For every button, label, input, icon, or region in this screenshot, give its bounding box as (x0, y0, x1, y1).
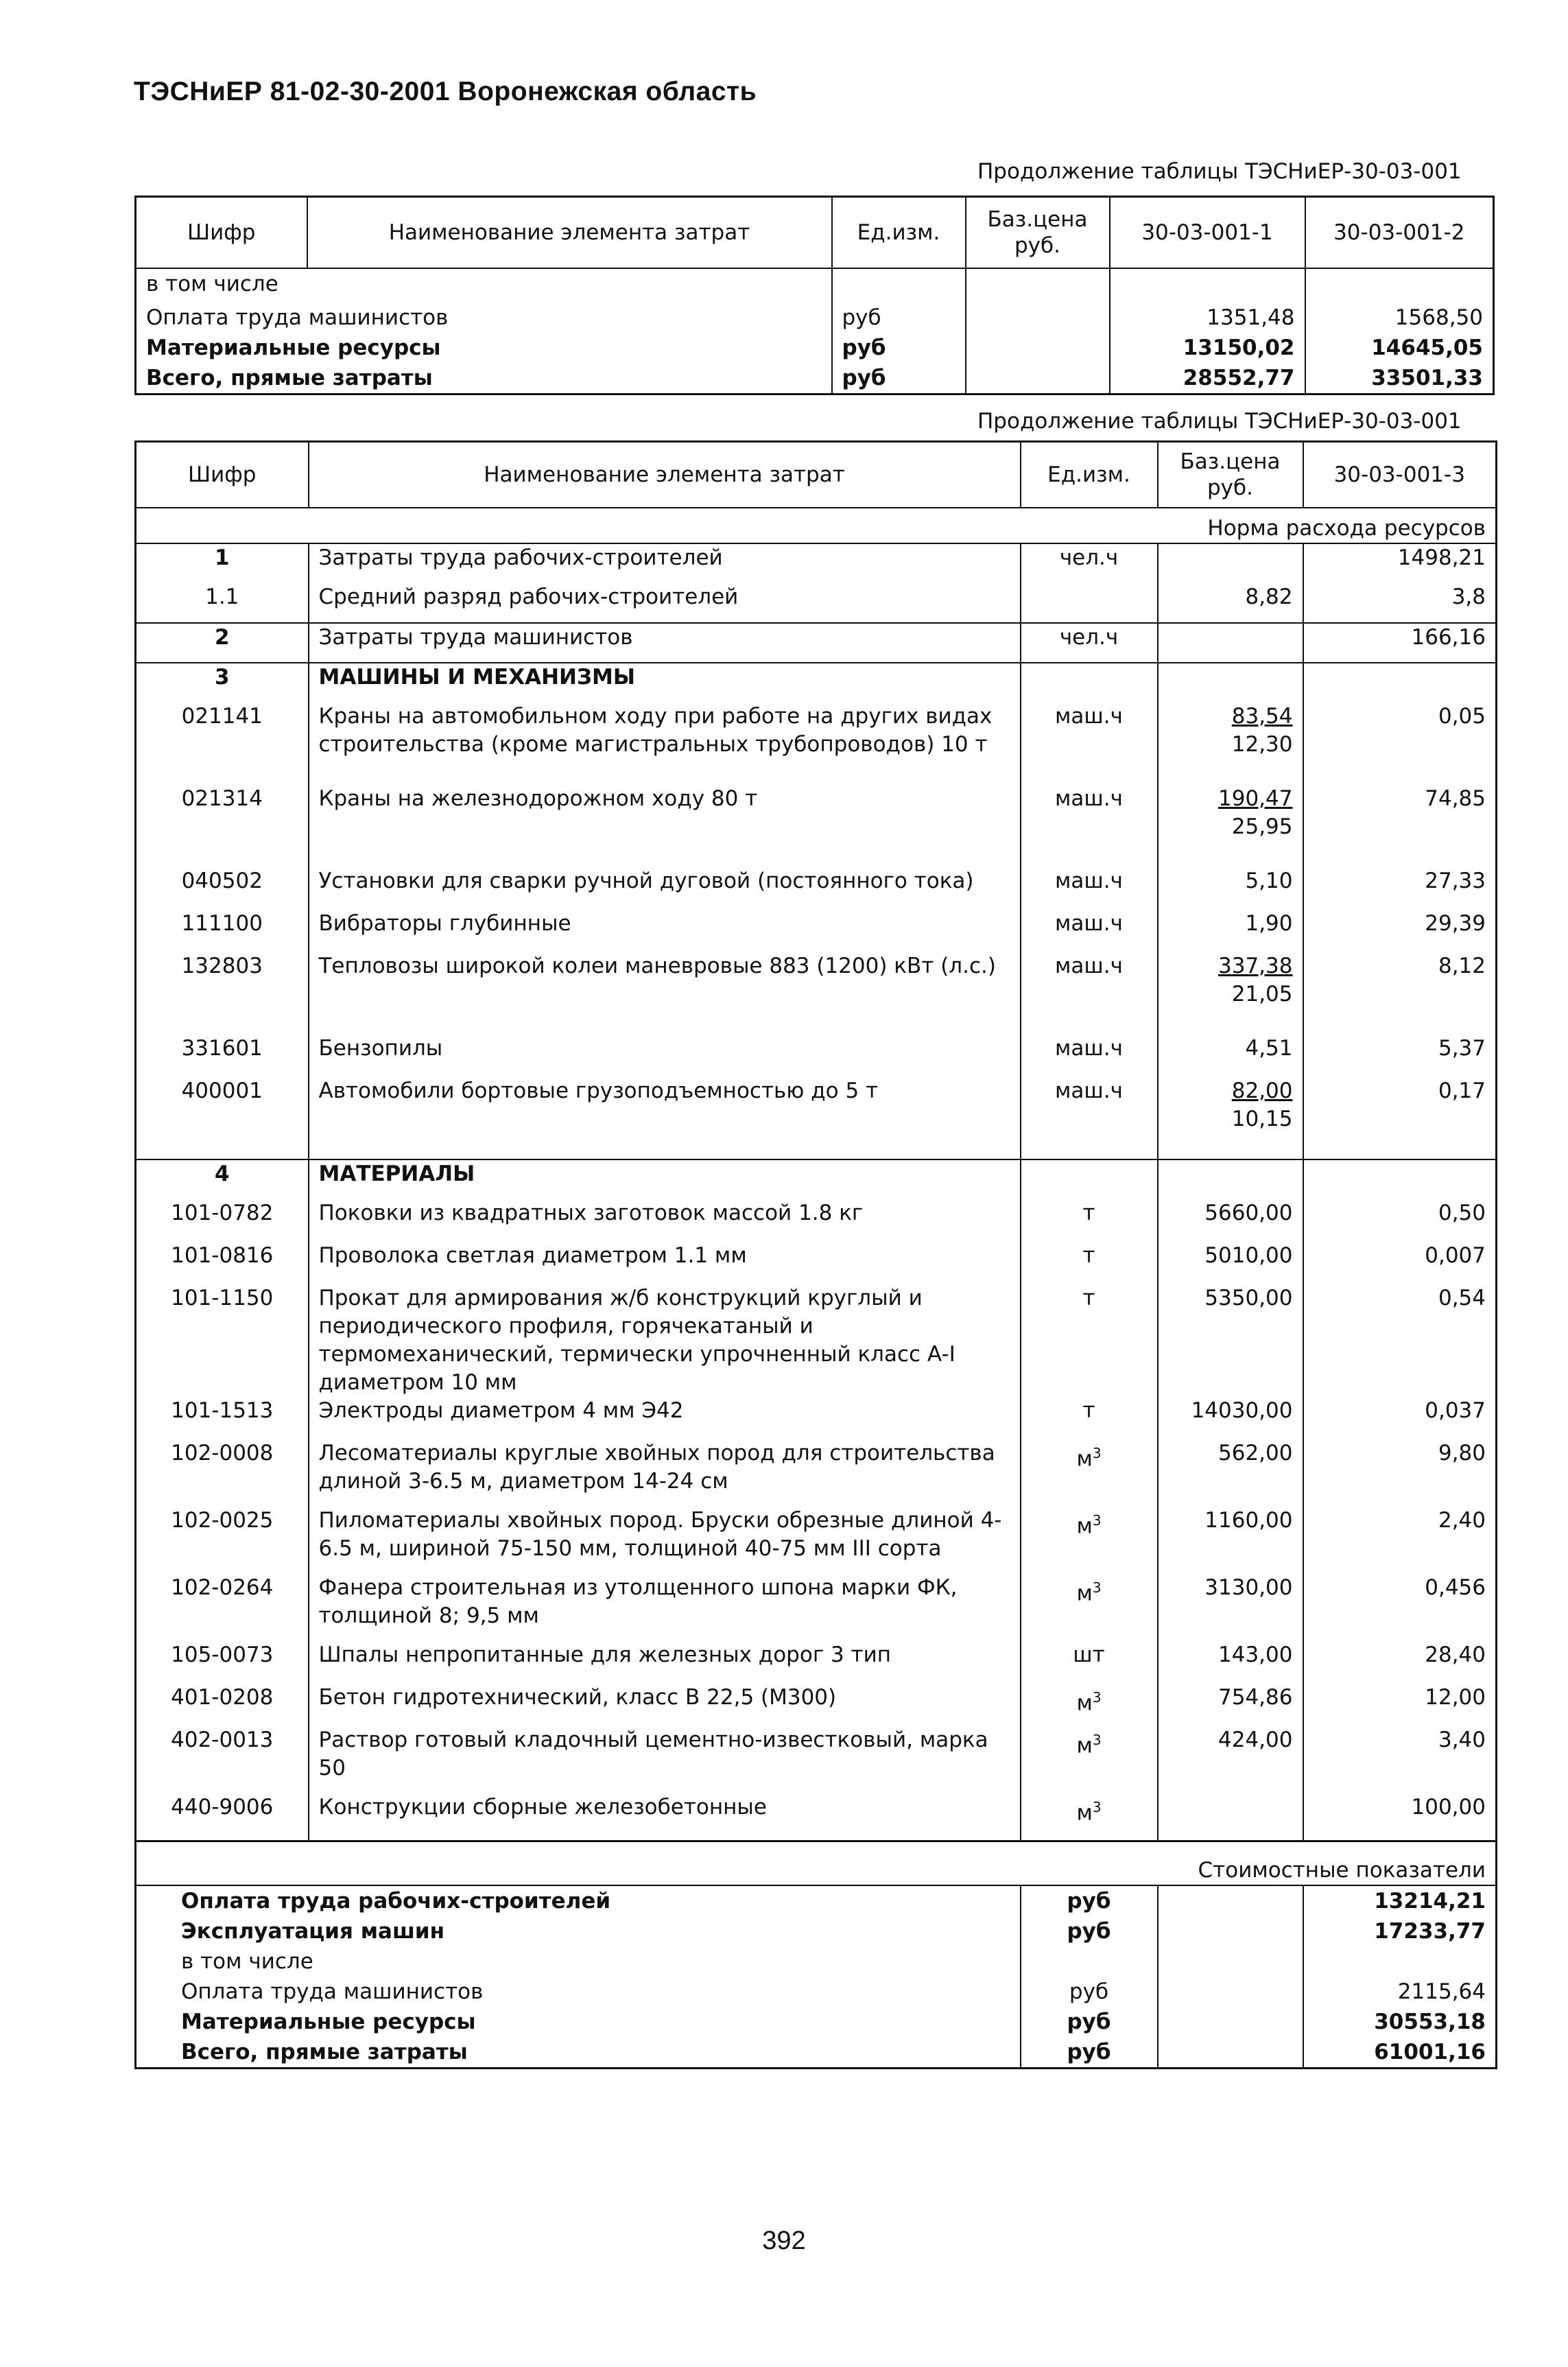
row-value: 12,00 (1303, 1684, 1497, 1726)
row-price (1158, 952, 1303, 1035)
page-title: ТЭСНиЕР 81-02-30-2001 Воронежская область (134, 77, 757, 106)
unit-text: м (1076, 1513, 1093, 1538)
row-code: 102-0008 (171, 1440, 274, 1465)
row-value: 0,17 (1303, 1077, 1497, 1159)
header-price: Баз.цена руб. (1158, 442, 1303, 508)
total-price (1158, 1946, 1303, 1977)
total-value: 17233,77 (1303, 1916, 1497, 1946)
unit-text: м (1076, 1690, 1093, 1715)
section-title: МАШИНЫ И МЕХАНИЗМЫ (309, 663, 1021, 703)
table-row (136, 703, 1497, 785)
price-main: 83,54 (1231, 703, 1293, 729)
row-value-2 (1305, 268, 1494, 303)
row-name: Затраты труда рабочих-строителей (309, 543, 1021, 583)
row-code: 1 (136, 543, 309, 583)
row-code: 2 (136, 623, 309, 663)
row-unit (1021, 1726, 1158, 1793)
row-code: 101-1150 (171, 1285, 274, 1310)
row-unit: маш.ч (1021, 785, 1158, 867)
row-price (1158, 663, 1303, 703)
row-value: 3,8 (1303, 583, 1497, 623)
row-code: 102-0025 (171, 1507, 274, 1533)
section-title: МАТЕРИАЛЫ (309, 1159, 1021, 1199)
row-unit (1021, 583, 1158, 623)
price-main: 4,51 (1245, 1035, 1293, 1061)
row-value: 27,33 (1303, 867, 1497, 910)
total-unit: руб (1021, 1916, 1158, 1946)
row-name: Тепловозы широкой колеи маневровые 883 (1200) кВт (л.с.) (309, 952, 1021, 1035)
row-value: 8,12 (1303, 952, 1497, 1035)
table-row (136, 1841, 1497, 1885)
row-value: 166,16 (1303, 623, 1497, 663)
row-price (1158, 867, 1303, 910)
row-value: 2,40 (1303, 1507, 1497, 1574)
table-row (136, 1977, 1497, 2007)
row-value: 0,456 (1303, 1574, 1497, 1641)
row-value-2: 1568,50 (1305, 303, 1494, 333)
unit-superscript: 3 (1092, 1444, 1102, 1461)
row-price (1158, 1793, 1303, 1841)
row-code: 440-9006 (171, 1794, 274, 1820)
row-value: 0,05 (1303, 703, 1497, 785)
row-name: Фанера строительная из утолщенного шпона марки ФК, толщиной 8; 9,5 мм (309, 1574, 1021, 1641)
row-name: Пиломатериалы хвойных пород. Бруски обрезные длиной 4-6.5 м, шириной 75-150 мм, толщиной 40-75 мм III сорта (309, 1507, 1021, 1574)
unit-text: м (1076, 1580, 1093, 1605)
row-value: 5,37 (1303, 1035, 1497, 1077)
price-main: 1,90 (1245, 910, 1293, 936)
row-price: 1160,00 (1158, 1507, 1303, 1574)
row-unit (1021, 1199, 1158, 1242)
page-number: 392 (762, 2226, 806, 2255)
row-name: Шпалы непропитанные для железных дорог 3 тип (309, 1641, 1021, 1684)
row-price (1158, 1159, 1303, 1199)
row-name: Поковки из квадратных заготовок массой 1.8 кг (309, 1199, 1021, 1242)
table-row (136, 1035, 1497, 1077)
total-price (1158, 2007, 1303, 2037)
row-price (966, 333, 1110, 363)
row-value (1303, 663, 1497, 703)
row-value-2: 33501,33 (1305, 363, 1494, 394)
row-code: 102-0264 (171, 1575, 274, 1600)
row-name: Лесоматериалы круглые хвойных пород для строительства длиной 3-6.5 м, диаметром 14-24 см (309, 1439, 1021, 1507)
price-main: 82,00 (1231, 1078, 1293, 1103)
row-value: 0,50 (1303, 1199, 1497, 1242)
row-unit (1021, 1439, 1158, 1507)
row-name: Электроды диаметром 4 мм Э42 (309, 1397, 1021, 1439)
total-unit: руб (1021, 1885, 1158, 1916)
row-unit: руб (832, 333, 966, 363)
row-price: 14030,00 (1158, 1397, 1303, 1439)
row-unit: маш.ч (1021, 952, 1158, 1035)
row-value-2: 14645,05 (1305, 333, 1494, 363)
row-price: 143,00 (1158, 1641, 1303, 1684)
row-unit: маш.ч (1021, 1077, 1158, 1159)
row-name: Прокат для армирования ж/б конструкций круглый и периодического профиля, горячекатаный и термомеханический, термически упрочненный класс A-I диаметром 10 мм (309, 1284, 1021, 1397)
row-name: Оплата труда машинистов (146, 305, 449, 330)
total-value: 61001,16 (1303, 2037, 1497, 2069)
total-unit: руб (1021, 2007, 1158, 2037)
total-name: Оплата труда рабочих-строителей (136, 1885, 1021, 1916)
total-value: 30553,18 (1303, 2007, 1497, 2037)
table-row (136, 363, 1494, 394)
row-code: 101-0782 (171, 1200, 274, 1225)
row-price: 5660,00 (1158, 1199, 1303, 1242)
row-unit (1021, 1684, 1158, 1726)
unit-superscript: 3 (1092, 1688, 1102, 1706)
row-name: Конструкции сборные железобетонные (309, 1793, 1021, 1841)
row-value: 100,00 (1303, 1793, 1497, 1841)
row-value (1303, 1159, 1497, 1199)
row-value-1: 28552,77 (1110, 363, 1305, 394)
row-value: 1498,21 (1303, 543, 1497, 583)
table-row (136, 1507, 1497, 1574)
row-value-1: 13150,02 (1110, 333, 1305, 363)
cost-table-1 (134, 196, 1495, 395)
unit-text: т (1082, 1398, 1095, 1423)
header-name: Наименование элемента затрат (307, 197, 832, 268)
row-code: 101-0816 (171, 1243, 274, 1268)
row-price (1158, 623, 1303, 663)
row-unit (1021, 1507, 1158, 1574)
table-row (136, 1684, 1497, 1726)
row-price (1158, 910, 1303, 952)
row-value: 0,54 (1303, 1284, 1497, 1397)
row-price (966, 363, 1110, 394)
table-row (136, 1242, 1497, 1284)
row-code: 021314 (181, 786, 263, 811)
unit-superscript: 3 (1092, 1511, 1102, 1529)
row-code: 101-1513 (171, 1398, 274, 1423)
price-secondary: 12,30 (1231, 731, 1293, 757)
row-code: 1.1 (205, 584, 239, 609)
table-row (136, 1574, 1497, 1641)
total-unit: руб (1021, 2037, 1158, 2069)
table-row (136, 952, 1497, 1035)
row-code: 111100 (181, 910, 263, 936)
row-name: Краны на автомобильном ходу при работе на других видах строительства (кроме магистральных трубопроводов) 10 т (309, 703, 1021, 785)
table-row (136, 333, 1494, 363)
table-row (136, 508, 1497, 543)
price-main: 5,10 (1245, 868, 1293, 893)
row-price: 424,00 (1158, 1726, 1303, 1793)
unit-superscript: 3 (1092, 1798, 1102, 1815)
total-name: в том числе (181, 1948, 313, 1974)
row-name: Бетон гидротехнический, класс В 22,5 (М300) (309, 1684, 1021, 1726)
table-row (136, 543, 1497, 583)
total-name: Эксплуатация машин (181, 1918, 445, 1944)
row-code: 132803 (181, 953, 263, 978)
header-unit: Ед.изм. (1021, 442, 1158, 508)
table-row (136, 2037, 1497, 2069)
row-price: 754,86 (1158, 1684, 1303, 1726)
table-row (136, 1439, 1497, 1507)
unit-text: т (1082, 1243, 1095, 1268)
total-name: Оплата труда машинистов (181, 1979, 484, 2004)
total-unit (1021, 1946, 1158, 1977)
table-row (136, 1916, 1497, 1946)
table-row (136, 583, 1497, 623)
row-unit: маш.ч (1021, 910, 1158, 952)
total-value (1303, 1946, 1497, 1977)
unit-superscript: 3 (1092, 1731, 1102, 1748)
total-name: Всего, прямые затраты (181, 2039, 468, 2064)
header-price: Баз.цена руб. (966, 197, 1110, 268)
total-unit: руб (1021, 1977, 1158, 2007)
row-unit: чел.ч (1021, 543, 1158, 583)
row-unit (1021, 1242, 1158, 1284)
table1-caption: Продолжение таблицы ТЭСНиЕР-30-03-001 (977, 159, 1462, 184)
table-row (136, 1397, 1497, 1439)
row-code: 402-0013 (171, 1727, 274, 1752)
row-name: Краны на железнодорожном ходу 80 т (309, 785, 1021, 867)
price-main: 190,47 (1218, 786, 1293, 811)
row-code: 040502 (181, 868, 263, 893)
table-row (136, 1885, 1497, 1916)
cost-table-2 (134, 440, 1497, 2069)
total-price (1158, 1916, 1303, 1946)
row-name: Проволока светлая диаметром 1.1 мм (309, 1242, 1021, 1284)
row-unit: маш.ч (1021, 867, 1158, 910)
header-col-1: 30-03-001-1 (1110, 197, 1305, 268)
row-price: 3130,00 (1158, 1574, 1303, 1641)
row-price (1158, 1035, 1303, 1077)
row-unit (1021, 1284, 1158, 1397)
row-name: Материальные ресурсы (146, 335, 441, 360)
cost-label: Стоимостные показатели (136, 1841, 1497, 1885)
row-unit (832, 268, 966, 303)
unit-text: м (1076, 1446, 1093, 1471)
header-unit: Ед.изм. (832, 197, 966, 268)
row-name: Всего, прямые затраты (146, 365, 433, 390)
row-unit (1021, 1574, 1158, 1641)
total-price (1158, 2037, 1303, 2069)
row-code: 400001 (181, 1078, 263, 1103)
row-name: Раствор готовый кладочный цементно-известковый, марка 50 (309, 1726, 1021, 1793)
table-row (136, 1284, 1497, 1397)
header-name: Наименование элемента затрат (309, 442, 1021, 508)
row-name: Затраты труда машинистов (309, 623, 1021, 663)
row-unit: руб (832, 303, 966, 333)
table-row (136, 303, 1494, 333)
header-col-2: 30-03-001-2 (1305, 197, 1494, 268)
row-price: 5010,00 (1158, 1242, 1303, 1284)
row-value: 29,39 (1303, 910, 1497, 952)
row-name: в том числе (146, 271, 278, 296)
total-value: 13214,21 (1303, 1885, 1497, 1916)
row-value-1: 1351,48 (1110, 303, 1305, 333)
row-unit (1021, 1397, 1158, 1439)
price-secondary: 21,05 (1231, 981, 1293, 1006)
header-code: Шифр (136, 442, 309, 508)
row-price (1158, 785, 1303, 867)
total-value: 2115,64 (1303, 1977, 1497, 2007)
row-unit (1021, 1159, 1158, 1199)
row-value: 3,40 (1303, 1726, 1497, 1793)
row-price (966, 303, 1110, 333)
unit-text: шт (1073, 1642, 1105, 1667)
row-unit (1021, 663, 1158, 703)
row-code: 401-0208 (171, 1684, 274, 1710)
table-row (136, 1726, 1497, 1793)
row-unit (1021, 1641, 1158, 1684)
total-name: Материальные ресурсы (181, 2009, 476, 2034)
unit-text: м (1076, 1800, 1093, 1825)
row-value: 74,85 (1303, 785, 1497, 867)
row-name: Средний разряд рабочих-строителей (309, 583, 1021, 623)
table-row (136, 663, 1497, 703)
table-row (136, 1199, 1497, 1242)
row-code: 105-0073 (171, 1642, 274, 1667)
total-price (1158, 1885, 1303, 1916)
table-row (136, 1641, 1497, 1684)
row-unit: руб (832, 363, 966, 394)
row-code: 021141 (181, 703, 263, 729)
table-row (136, 1793, 1497, 1841)
table2-caption: Продолжение таблицы ТЭСНиЕР-30-03-001 (977, 409, 1462, 434)
unit-superscript: 3 (1092, 1579, 1102, 1596)
row-price: 5350,00 (1158, 1284, 1303, 1397)
table-row (136, 867, 1497, 910)
row-price: 8,82 (1158, 583, 1303, 623)
row-code: 331601 (181, 1035, 263, 1061)
section-code: 4 (136, 1159, 309, 1199)
table-row (136, 623, 1497, 663)
header-code: Шифр (136, 197, 307, 268)
row-name: Установки для сварки ручной дуговой (постоянного тока) (309, 867, 1021, 910)
row-price (1158, 703, 1303, 785)
row-name: Автомобили бортовые грузоподъемностью до 5 т (309, 1077, 1021, 1159)
row-value: 0,037 (1303, 1397, 1497, 1439)
row-unit: чел.ч (1021, 623, 1158, 663)
table-row (136, 1946, 1497, 1977)
row-price (966, 268, 1110, 303)
table-row (136, 785, 1497, 867)
table-row (136, 268, 1494, 303)
table-row (136, 1159, 1497, 1199)
price-secondary: 25,95 (1231, 814, 1293, 839)
norm-label: Норма расхода ресурсов (136, 508, 1497, 543)
row-price (1158, 543, 1303, 583)
row-value: 28,40 (1303, 1641, 1497, 1684)
section-code: 3 (136, 663, 309, 703)
unit-text: т (1082, 1200, 1095, 1225)
row-name: Вибраторы глубинные (309, 910, 1021, 952)
table-row (136, 910, 1497, 952)
table-row (136, 1077, 1497, 1159)
row-unit: маш.ч (1021, 1035, 1158, 1077)
row-price: 562,00 (1158, 1439, 1303, 1507)
total-price (1158, 1977, 1303, 2007)
price-secondary: 10,15 (1231, 1106, 1293, 1131)
table-row (136, 2007, 1497, 2037)
row-value: 0,007 (1303, 1242, 1497, 1284)
row-unit: маш.ч (1021, 703, 1158, 785)
header-col-3: 30-03-001-3 (1303, 442, 1497, 508)
unit-text: м (1076, 1732, 1093, 1758)
price-main: 337,38 (1218, 953, 1293, 978)
row-price (1158, 1077, 1303, 1159)
row-unit (1021, 1793, 1158, 1841)
row-value: 9,80 (1303, 1439, 1497, 1507)
row-name: Бензопилы (309, 1035, 1021, 1077)
unit-text: т (1082, 1285, 1095, 1310)
row-value-1 (1110, 268, 1305, 303)
